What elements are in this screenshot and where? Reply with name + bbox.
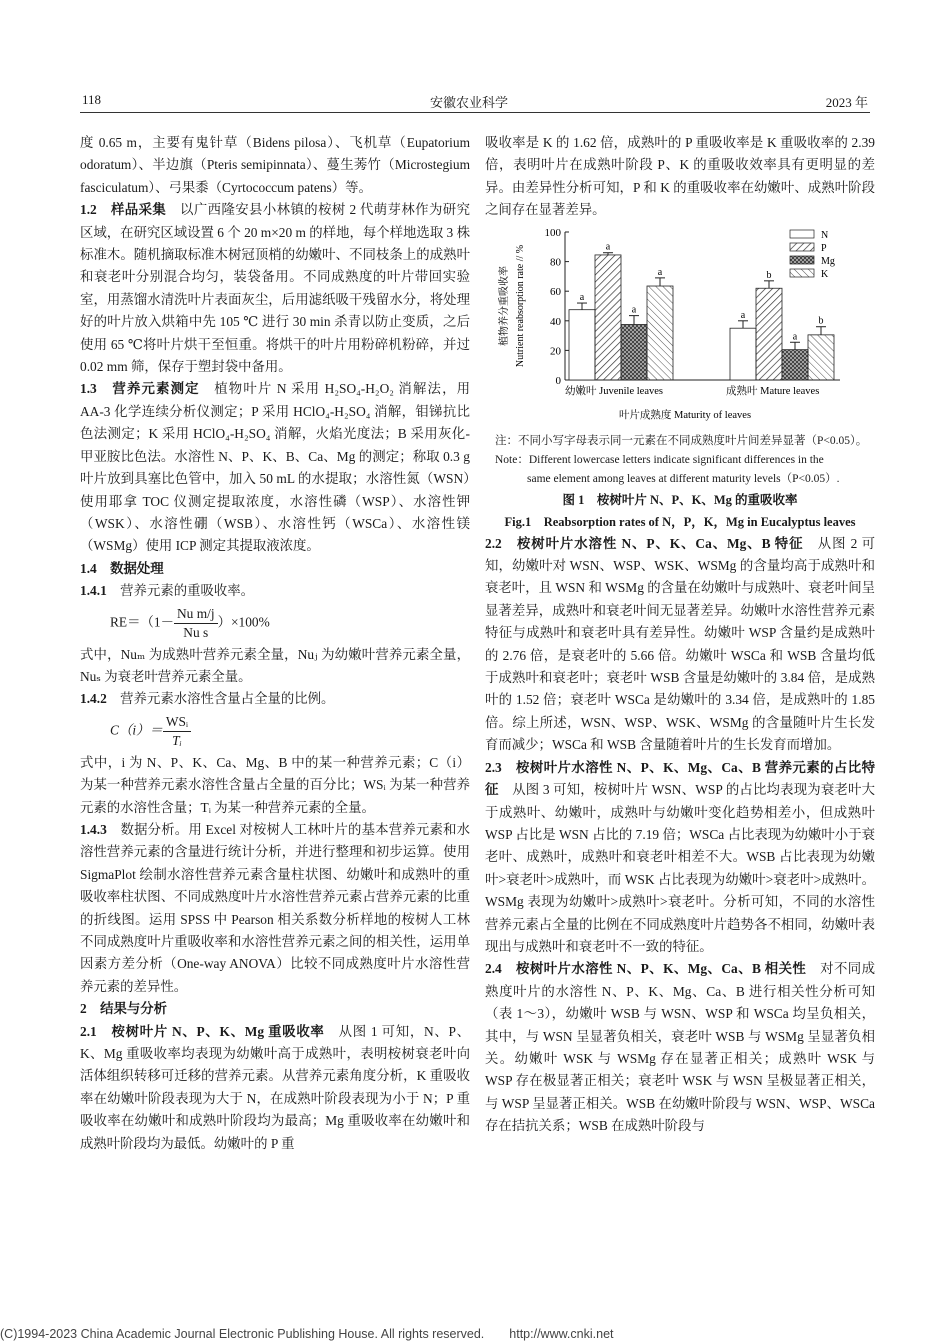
paragraph: 从图 3 可知，桉树叶片 WSN、WSP 的占比均表现为衰老叶大于成熟叶、幼嫩叶，成熟叶与幼嫩叶变化趋势相差小，但成熟叶 WSP 占比是 WSN 占比的 7.19 倍；WSCa 占比表现为幼嫩叶小于衰老叶、成熟叶，成熟叶和衰老叶相差不大。WSB 占比表现为幼嫩叶>衰老叶>成熟叶，而 WSK 占比表现为幼嫩叶>衰老叶>成熟叶。WSMg 表现为幼嫩叶>成熟叶>衰老叶。分析可知，不同的水溶性营养元素占全量的比例在不同成熟度叶片趋势各不相同，幼嫩叶表现出与成熟叶和衰老叶不一致的特征。 [485, 782, 876, 954]
heading: 2.4 桉树叶片水溶性 N、P、K、Mg、Ca、B 相关性 [485, 961, 807, 977]
significance-letter: a [740, 309, 746, 321]
heading: 2 结果与分析 [80, 1001, 168, 1017]
paragraph: 植物叶片 N 采用 H₂SO₄-H₂O₂ 消解法，用 AA-3 化学连续分析仪测定；P 采用 HClO₄-H₂SO₄ 消解，钼锑抗比色法测定；K 采用 HClO₄-H₂SO₄ 消解，火焰光度法；B 采用灰化-甲亚胺比色法。水溶性 N、P、K、B、Ca、Mg 的测定；称取 0.3 g 叶片放到具塞比色管中，加入 50 mL 的水提取；水溶性氮（WSN）使用耶拿 TOC 仪测定提取浓度，水溶性磷（WSP）、水溶性钾（WSK）、水溶性硼（WSB）、水溶性钙（WSCa）、水溶性镁（WSMg）使用 ICP 测定其提取液浓度。 [80, 381, 470, 554]
bar-N [569, 309, 595, 379]
copyright-footer: (C)1994-2023 China Academic Journal Electronic Publishing House. All rights reserved. http://www.cnki.net [0, 1327, 614, 1341]
note-en-cont: same element among leaves at different maturity levels（P<0.05）. [527, 472, 840, 485]
bar-K [808, 334, 834, 379]
y-tick-label: 40 [550, 315, 561, 328]
formula-denominator: Tᵢ [172, 732, 182, 748]
formula-denominator: Nu s [183, 624, 209, 640]
note-en: Note：Different lowercase letters indicate significant differences in the [495, 453, 824, 466]
significance-letter: a [631, 304, 637, 316]
significance-letter: a [579, 291, 585, 303]
legend-label: P [821, 242, 827, 254]
formula-part: RE＝（1－ [110, 614, 174, 630]
significance-letter: a [792, 330, 798, 342]
bar-Mg [621, 324, 647, 380]
legend-label: K [821, 268, 829, 280]
paragraph: 数据分析。用 Excel 对桉树人工林叶片的基本营养元素和水溶性营养元素的含量进行统计分析，并进行整理和初步运算。使用 SigmaPlot 绘制水溶性营养元素含量柱状图、幼嫩叶和成熟叶的重吸收率柱状图、不同成熟度叶片水溶性营养元素占营养元素的比重的折线图。运用 SPSS 中 Pearson 相关系数分析样地的桉树人工林不同成熟度叶片重吸收率和水溶性营养元素之间的相关性，运用单因素方差分析（One-way ANOVA）比较不同成熟度叶片水溶性营养元素的差异性。 [80, 821, 470, 994]
bar-P [595, 255, 621, 380]
formula-part: ）×100% [217, 614, 270, 630]
paragraph: 对不同成熟度叶片的水溶性 N、P、K、Mg、Ca、B 进行相关性分析可知（表 1～3），幼嫩叶 WSB 与 WSN、WSP 和 WSCa 均呈负相关，其中，与 WSN 呈显著负相关，衰老叶 WSB 与 WSMg 呈显著负相关。幼嫩叶 WSK 与 WSMg 存在显著正相关；成熟叶 WSK 与 WSP 存在极显著正相关；衰老叶 WSK 与 WSN 呈极显著正相关，与 WSP 呈显著正相关。WSB 在幼嫩叶阶段与 WSN、WSP、WSCa 存在拮抗关系；WSB 在成熟叶阶段与 [485, 961, 876, 1134]
heading: 1.4.2 [80, 691, 107, 707]
formula-numerator: WSᵢ [163, 713, 191, 732]
y-axis-title-cn: 植物养分重吸收率 [499, 265, 510, 346]
note-cn: 注：不同小写字母表示同一元素在不同成熟度叶片间差异显著（P<0.05）。 [495, 434, 868, 447]
formula-numerator: Nu m/j [174, 605, 218, 624]
figure-1 [485, 222, 875, 432]
legend-label: N [821, 229, 829, 241]
figure-note [485, 432, 875, 489]
paragraph: 从图 2 可知，幼嫩叶对 WSN、WSP、WSK、WSMg 的含量均高于成熟叶和衰老叶，且 WSN 和 WSMg 的含量在幼嫩叶与成熟叶、衰老叶间呈显著差异，成熟叶和衰老叶间无显著差异。幼嫩叶水溶性营养元素特征与成熟叶和衰老叶具有差异性。幼嫩叶 WSP 含量约是成熟叶的 2.76 倍，是衰老叶的 5.66 倍。幼嫩叶 WSCa 和 WSB 含量均低于成熟叶和衰老叶；衰老叶 WSB 含量是幼嫩叶的 3.84 倍，是成熟叶的 1.52 倍；衰老叶 WSCa 是幼嫩叶的 3.34 倍，是成熟叶的 1.85 倍。综上所述，WSN、WSP、WSK、WSMg 的含量随叶片生长发育而减少；WSCa 和 WSB 含量随着叶片的生长发育而增加。 [485, 535, 876, 753]
x-category-label: 幼嫩叶 Juvenile leaves [565, 385, 663, 397]
legend-swatch-N [790, 230, 814, 238]
y-tick-label: 100 [544, 226, 561, 239]
y-tick-label: 80 [550, 256, 561, 269]
heading: 1.4.1 [80, 583, 107, 599]
significance-letter: b [766, 269, 772, 281]
journal-name: 安徽农业科学 [430, 95, 509, 110]
paragraph: 从图 1 可知，N、P、K、Mg 重吸收率均表现为幼嫩叶高于成熟叶，表明桉树衰老叶向活体组织转移可迁移的营养元素。从营养元素角度分析，K 重吸收率在幼嫩叶阶段表现为大于 N，在成熟叶阶段表现为小于 N；P 重吸收率在幼嫩叶和成熟叶阶段均为最高；Mg 重吸收率在幼嫩叶和成熟叶阶段均为最低。幼嫩叶的 P 重 [80, 1023, 470, 1151]
paragraph: 度 0.65 m，主要有鬼针草（Bidens pilosa）、飞机草（Eupatorium odoratum）、半边旗（Pteris semipinnata）、蔓生莠竹（Microstegium fasciculatum）、弓果黍（Cyrtococcum patens）等。 [80, 135, 470, 195]
section-1-2 [80, 199, 470, 378]
heading: 2.3 桉树叶片水溶性 N、P、K、Mg、Ca、B 营养元素的占比特征 [485, 759, 875, 798]
x-axis-title: 叶片成熟度 Maturity of leaves [618, 409, 752, 421]
formula-part: C（i）＝ [110, 722, 163, 738]
heading: 1.4.3 [80, 821, 107, 837]
bar-N [730, 328, 756, 380]
subheading: 营养元素水溶性含量占全量的比例。 [120, 691, 335, 707]
paragraph: 吸收率是 K 的 1.62 倍，成熟叶的 P 重吸收率是 K 重吸收率的 2.39 倍，表明叶片在成熟叶阶段 P、K 的重吸收效率具有更明显的差异。由差异性分析可知，P 和 K 的重吸收率在幼嫩叶、成熟叶阶段之间存在显著差异。 [485, 135, 875, 218]
heading: 2.2 桉树叶片水溶性 N、P、K、Ca、Mg、B 特征 [485, 535, 804, 551]
year: 2023 年 [825, 95, 868, 110]
right-column [485, 132, 875, 1138]
significance-letter: a [605, 241, 611, 253]
paragraph: 式中，Nuₘ 为成熟叶营养元素全量，Nuⱼ 为幼嫩叶营养元素全量，Nuₛ 为衰老叶营养元素全量。 [80, 646, 470, 684]
subheading: 营养元素的重吸收率。 [120, 583, 255, 599]
formula-ci [80, 713, 470, 750]
heading: 1.3 营养元素测定 [80, 381, 200, 397]
heading: 1.2 样品采集 [80, 202, 167, 218]
y-tick-label: 0 [555, 374, 561, 387]
significance-letter: b [818, 315, 824, 327]
left-column [80, 132, 470, 1155]
figure-caption-en: Fig.1 Reabsorption rates of N，P，K，Mg in Eucalyptus leaves [504, 514, 856, 529]
y-axis-title-en: Nutrient reabsorption rate // % [515, 244, 526, 367]
heading: 1.4 数据处理 [80, 560, 164, 576]
legend-swatch-P [790, 243, 814, 251]
paragraph: 式中，i 为 N、P、K、Ca、Mg、B 中的某一种营养元素；C（i）为某一种营养元素水溶性含量占全量的百分比；WSᵢ 为某一种营养元素的水溶性含量；Tᵢ 为某一种营养元素的全量。 [80, 754, 470, 815]
page-number: 118 [82, 92, 102, 107]
running-header [80, 90, 870, 113]
bar-P [756, 288, 782, 380]
bar-K [647, 286, 673, 380]
y-tick-label: 60 [550, 285, 561, 298]
y-tick-label: 20 [550, 345, 561, 358]
bar-chart [485, 222, 875, 432]
x-category-label: 成熟叶 Mature leaves [726, 385, 820, 397]
formula-re [80, 605, 470, 642]
legend-swatch-Mg [790, 256, 814, 264]
significance-letter: a [657, 266, 663, 278]
heading: 2.1 桉树叶片 N、P、K、Mg 重吸收率 [80, 1023, 325, 1039]
figure-caption-cn: 图 1 桉树叶片 N、P、K、Mg 的重吸收率 [562, 492, 798, 507]
legend-swatch-K [790, 269, 814, 277]
legend-label: Mg [821, 255, 835, 267]
paragraph: 以广西隆安县小林镇的桉树 2 代萌芽林作为研究区域，在研究区域设置 6 个 20 m×20 m 的样地，每个样地选取 3 株标准木。随机摘取标准木树冠顶梢的幼嫩叶、不同枝条上的成熟叶和衰老叶分别混合均匀，装袋备用。不同成熟度的叶片带回实验室，用蒸馏水清洗叶片表面灰尘，后用滤纸吸干残留水分，将处理好的叶片放入烘箱中先 105 ℃ 进行 30 min 杀青以防止变质，之后使用 65 ℃将叶片烘干至恒重。将烘干的叶片用粉碎机粉碎，并过 0.02 mm 筛，保存于塑封袋中备用。 [80, 202, 470, 375]
bar-Mg [782, 349, 808, 379]
section-1-3 [80, 378, 470, 557]
